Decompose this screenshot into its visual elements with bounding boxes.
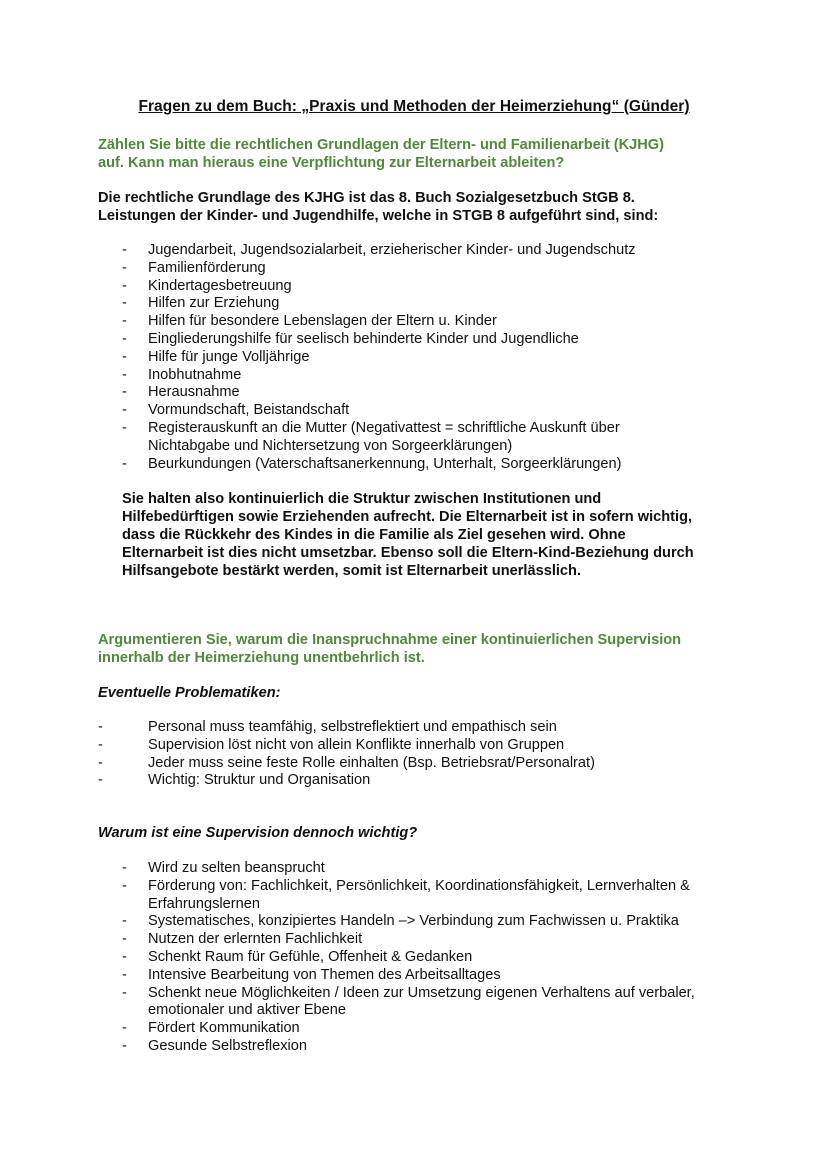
list-item-text: Hilfen für besondere Lebenslagen der Eltern u. Kinder [148, 313, 497, 330]
bullet-dash: - [122, 295, 127, 312]
list-item-text: Familienförderung [148, 259, 266, 276]
bullet-dash: - [122, 348, 127, 365]
conclusion-line: dass die Rückkehr des Kindes in die Familie als Ziel gesehen wird. Ohne [122, 527, 626, 543]
list-item-text: Gesunde Selbstreflexion [148, 1037, 308, 1054]
question-line: innerhalb der Heimerziehung unentbehrlich ist. [98, 650, 425, 666]
list-item-text: Jugendarbeit, Jugendsozialarbeit, erzieherischer Kinder- und Jugendschutz [148, 242, 636, 258]
section2-question [98, 631, 681, 667]
bullet-dash: - [122, 330, 127, 347]
bullet-dash: - [122, 419, 127, 436]
question-line: auf. Kann man hieraus eine Verpflichtung zur Elternarbeit ableiten? [98, 155, 565, 171]
bullet-dash: - [122, 455, 127, 472]
section1-conclusion [122, 490, 694, 580]
bullet-dash: - [98, 719, 103, 735]
bullet-dash: - [122, 259, 127, 276]
list-item [122, 985, 762, 1021]
list-item [122, 456, 762, 474]
bullet-dash: - [122, 1020, 127, 1037]
list-item [122, 242, 762, 260]
question-line: Argumentieren Sie, warum die Inanspruchnahme einer kontinuierlichen Supervision [98, 632, 682, 648]
section1-question [98, 136, 664, 172]
intro-line: Leistungen der Kinder- und Jugendhilfe, welche in STGB 8 aufgeführt sind, sind: [98, 208, 659, 224]
problems-list [98, 719, 738, 790]
list-item-text-continued: Erfahrungslernen [148, 895, 260, 912]
list-item-text: Supervision löst nicht von allein Konflikte innerhalb von Gruppen [148, 736, 565, 753]
bullet-dash: - [98, 772, 103, 789]
list-item [122, 313, 762, 331]
bullet-dash: - [122, 402, 127, 419]
list-item-text: Kindertagesbetreuung [148, 277, 292, 294]
list-item [122, 860, 762, 878]
bullet-dash: - [122, 313, 127, 330]
list-item [122, 931, 762, 949]
list-item-text: Intensive Bearbeitung von Themen des Arbeitsalltages [148, 966, 501, 983]
question-line: Zählen Sie bitte die rechtlichen Grundlagen der Eltern- und Familienarbeit (KJHG) [98, 137, 664, 153]
bullet-dash: - [122, 366, 127, 383]
list-item [98, 772, 738, 790]
bullet-dash: - [98, 754, 103, 771]
bullet-dash: - [122, 877, 127, 894]
list-item-text: Nutzen der erlernten Fachlichkeit [148, 931, 363, 948]
bullet-dash: - [122, 242, 127, 258]
legal-services-list [122, 242, 762, 473]
list-item-text: Wichtig: Struktur und Organisation [148, 772, 371, 789]
list-item [122, 878, 762, 914]
importance-heading: Warum ist eine Supervision dennoch wichtig? [98, 825, 418, 841]
list-item-text-continued: emotionaler und aktiver Ebene [148, 1002, 346, 1019]
bullet-dash: - [122, 984, 127, 1001]
list-item [122, 1038, 762, 1056]
list-item-text: Hilfen zur Erziehung [148, 295, 280, 312]
list-item-text: Vormundschaft, Beistandschaft [148, 402, 350, 419]
list-item-text: Förderung von: Fachlichkeit, Persönlichkeit, Koordinationsfähigkeit, Lernverhalten & [148, 877, 690, 894]
list-item-text: Schenkt Raum für Gefühle, Offenheit & Gedanken [148, 948, 473, 965]
list-item [122, 349, 762, 367]
bullet-dash: - [122, 860, 127, 876]
bullet-dash: - [98, 736, 103, 753]
list-item-text: Jeder muss seine feste Rolle einhalten (Bsp. Betriebsrat/Personalrat) [148, 754, 595, 771]
list-item-text: Schenkt neue Möglichkeiten / Ideen zur Umsetzung eigenen Verhaltens auf verbaler, [148, 984, 695, 1001]
bullet-dash: - [122, 1037, 127, 1054]
list-item [98, 719, 738, 737]
list-item-text: Herausnahme [148, 384, 240, 401]
intro-line: Die rechtliche Grundlage des KJHG ist das 8. Buch Sozialgesetzbuch StGB 8. [98, 190, 635, 206]
problems-heading: Eventuelle Problematiken: [98, 685, 281, 701]
bullet-dash: - [122, 384, 127, 401]
conclusion-line: Hilfsangebote bestärkt werden, somit ist Elternarbeit unerlässlich. [122, 563, 582, 579]
list-item-text: Wird zu selten beansprucht [148, 860, 325, 876]
list-item-text: Inobhutnahme [148, 366, 242, 383]
list-item [98, 755, 738, 773]
conclusion-line: Sie halten also kontinuierlich die Struktur zwischen Institutionen und [122, 491, 602, 507]
list-item-text: Hilfe für junge Volljährige [148, 348, 310, 365]
bullet-dash: - [122, 966, 127, 983]
document-title: Fragen zu dem Buch: „Praxis und Methoden der Heimerziehung“ (Günder) [138, 98, 690, 115]
list-item [122, 384, 762, 402]
list-item [98, 737, 738, 755]
list-item [122, 1020, 762, 1038]
conclusion-line: Elternarbeit ist dies nicht umsetzbar. Ebenso soll die Eltern-Kind-Beziehung durch [122, 545, 694, 561]
list-item [122, 949, 762, 967]
bullet-dash: - [122, 277, 127, 294]
bullet-dash: - [122, 931, 127, 948]
list-item [122, 420, 762, 456]
list-item [122, 913, 762, 931]
list-item-text: Eingliederungshilfe für seelisch behinderte Kinder und Jugendliche [148, 330, 579, 347]
list-item-text: Fördert Kommunikation [148, 1020, 300, 1037]
list-item-text: Beurkundungen (Vaterschaftsanerkennung, Unterhalt, Sorgeerklärungen) [148, 455, 622, 472]
section1-intro [98, 189, 658, 225]
list-item [122, 331, 762, 349]
list-item-text: Systematisches, konzipiertes Handeln –> Verbindung zum Fachwissen u. Praktika [148, 913, 679, 930]
list-item-text: Personal muss teamfähig, selbstreflektiert und empathisch sein [148, 719, 557, 735]
list-item [122, 260, 762, 278]
list-item [122, 367, 762, 385]
bullet-dash: - [122, 948, 127, 965]
bullet-dash: - [122, 913, 127, 930]
list-item-text-continued: Nichtabgabe und Nichtersetzung von Sorgeerklärungen) [148, 437, 513, 454]
list-item [122, 402, 762, 420]
importance-list [122, 860, 762, 1056]
list-item [122, 278, 762, 296]
list-item-text: Registerauskunft an die Mutter (Negativattest = schriftliche Auskunft über [148, 419, 620, 436]
list-item [122, 295, 762, 313]
list-item [122, 967, 762, 985]
conclusion-line: Hilfebedürftigen sowie Erziehenden aufrecht. Die Elternarbeit ist in sofern wichtig, [122, 509, 693, 525]
